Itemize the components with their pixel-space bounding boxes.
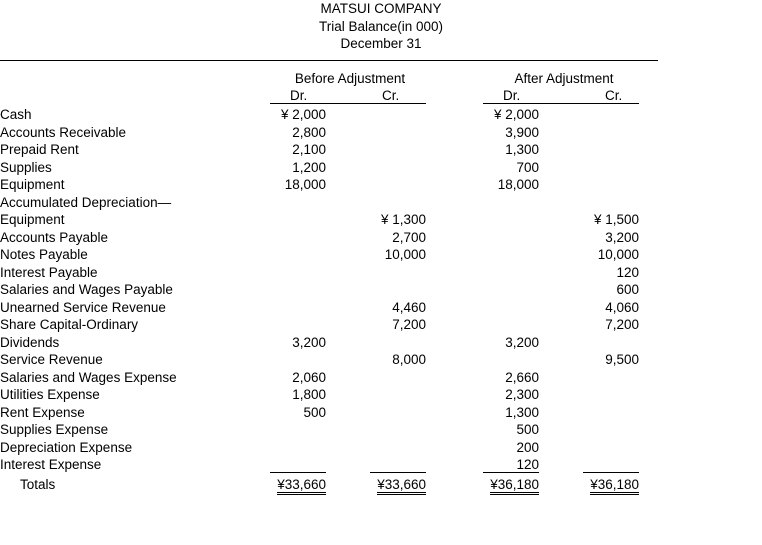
amount-before-dr <box>236 264 326 282</box>
table-row <box>0 456 762 474</box>
amount-before-cr <box>336 456 426 474</box>
amount-before-dr: ¥ 2,000 <box>280 107 326 122</box>
amount-after-dr: 2,300 <box>505 387 539 402</box>
account-name: Depreciation Expense <box>0 439 133 455</box>
amount-after-dr <box>449 264 539 282</box>
amount-after-cr <box>549 106 639 124</box>
amount-before-dr: 2,100 <box>292 142 326 157</box>
account-name: Rent Expense <box>0 404 85 420</box>
account-name: Accumulated Depreciation— <box>0 194 172 210</box>
amount-after-cr <box>549 194 639 212</box>
amount-after-dr: 1,300 <box>505 142 539 157</box>
after-adjustment-heading: After Adjustment <box>514 71 614 86</box>
amount-before-cr: ¥ 1,300 <box>380 212 426 227</box>
amount-after-cr <box>549 159 639 177</box>
amount-before-dr: 1,200 <box>292 159 326 175</box>
account-name: Interest Payable <box>0 264 98 280</box>
amount-before-cr: 10,000 <box>384 247 426 262</box>
table-row <box>0 316 762 334</box>
amount-before-cr <box>336 264 426 282</box>
totals-row <box>0 476 762 494</box>
table-row <box>0 351 762 369</box>
amount-after-dr <box>449 281 539 299</box>
table-row <box>0 141 762 159</box>
table-row <box>0 369 762 387</box>
amount-after-cr: 4,060 <box>605 299 639 315</box>
amount-after-cr <box>549 124 639 142</box>
after-dr-label: Dr. <box>503 88 521 103</box>
account-name: Notes Payable <box>0 247 88 262</box>
amount-before-dr <box>236 456 326 474</box>
account-name: Dividends <box>0 334 60 350</box>
amount-after-cr <box>549 421 639 439</box>
table-row <box>0 124 762 142</box>
amount-after-dr: 2,660 <box>505 369 539 385</box>
amount-before-dr: 1,800 <box>292 387 326 402</box>
table-row <box>0 299 762 317</box>
amount-after-cr <box>549 141 639 159</box>
amount-after-cr <box>549 456 639 474</box>
account-name: Equipment <box>0 212 65 227</box>
amount-before-dr <box>236 316 326 334</box>
amount-before-dr <box>236 421 326 439</box>
amount-after-cr: 10,000 <box>597 247 639 262</box>
table-row <box>0 159 762 177</box>
amount-after-dr: ¥ 2,000 <box>493 107 539 122</box>
account-name: Interest Expense <box>0 457 102 472</box>
amount-after-cr <box>549 404 639 422</box>
before-subheader <box>270 89 426 104</box>
amount-after-cr: 600 <box>616 282 639 297</box>
amount-after-dr: 3,900 <box>505 124 539 140</box>
table-row <box>0 334 762 352</box>
amount-before-dr: 2,060 <box>292 369 326 385</box>
amount-after-cr <box>549 334 639 352</box>
amount-before-cr: 7,200 <box>392 317 426 332</box>
account-name: Cash <box>0 107 32 122</box>
amount-before-cr <box>336 386 426 404</box>
amount-after-dr: 700 <box>516 159 539 175</box>
subtotal-rule-before-cr <box>370 472 426 473</box>
table-row <box>0 229 762 247</box>
table-row <box>0 246 762 264</box>
amount-after-dr: 1,300 <box>505 404 539 420</box>
subtotal-rule-after-cr <box>583 472 639 473</box>
amount-before-cr <box>336 106 426 124</box>
amount-after-dr <box>449 211 539 229</box>
amount-before-cr <box>336 194 426 212</box>
account-name: Salaries and Wages Payable <box>0 282 173 297</box>
amount-before-cr <box>336 159 426 177</box>
account-name: Service Revenue <box>0 352 103 367</box>
account-name: Accounts Payable <box>0 229 109 245</box>
table-row <box>0 264 762 282</box>
table-row <box>0 404 762 422</box>
amount-before-cr: 8,000 <box>392 352 426 367</box>
amount-before-cr <box>336 439 426 457</box>
table-row <box>0 194 762 212</box>
amount-before-dr <box>236 246 326 264</box>
total-after-cr: ¥36,180 <box>549 476 639 494</box>
amount-before-cr <box>336 281 426 299</box>
report-title: Trial Balance(in 000) <box>318 18 444 34</box>
header-rule <box>0 60 658 61</box>
amount-before-cr <box>336 176 426 194</box>
amount-before-cr <box>336 124 426 142</box>
table-row <box>0 439 762 457</box>
before-dr-label: Dr. <box>290 88 308 103</box>
table-row <box>0 176 762 194</box>
amount-before-cr <box>336 141 426 159</box>
after-subheader <box>483 89 639 104</box>
account-name: Share Capital-Ordinary <box>0 317 139 332</box>
amount-after-cr: 7,200 <box>605 317 639 332</box>
amount-after-dr <box>449 351 539 369</box>
amount-before-cr <box>336 421 426 439</box>
amount-after-cr: 3,200 <box>605 229 639 245</box>
amount-after-dr: 500 <box>516 422 539 437</box>
amount-after-dr <box>449 299 539 317</box>
subtotal-rule-after-dr <box>483 472 539 473</box>
account-name: Prepaid Rent <box>0 142 79 157</box>
total-after-dr: ¥36,180 <box>449 476 539 494</box>
table-row <box>0 386 762 404</box>
before-adjustment-heading: Before Adjustment <box>294 71 406 86</box>
amount-before-dr <box>236 194 326 212</box>
amount-after-dr: 3,200 <box>505 334 539 350</box>
amount-after-cr <box>549 176 639 194</box>
amount-after-dr <box>449 316 539 334</box>
amount-before-dr: 500 <box>303 404 326 420</box>
table-row <box>0 421 762 439</box>
account-name: Supplies Expense <box>0 422 109 437</box>
account-name: Equipment <box>0 177 65 192</box>
table-row <box>0 106 762 124</box>
amount-before-dr <box>236 351 326 369</box>
amount-before-dr: 3,200 <box>292 334 326 350</box>
amount-after-cr <box>549 386 639 404</box>
amount-after-dr: 18,000 <box>497 177 539 192</box>
amount-before-cr: 4,460 <box>392 299 426 315</box>
account-name: Unearned Service Revenue <box>0 299 166 315</box>
amount-before-dr <box>236 281 326 299</box>
amount-before-cr <box>336 369 426 387</box>
amount-after-cr: 9,500 <box>605 352 639 367</box>
account-name: Utilities Expense <box>0 387 100 402</box>
table-row <box>0 281 762 299</box>
amount-after-cr <box>549 369 639 387</box>
amount-before-dr <box>236 299 326 317</box>
amount-after-dr <box>449 194 539 212</box>
amount-after-dr: 200 <box>516 439 539 455</box>
after-cr-label: Cr. <box>605 88 623 103</box>
amount-before-cr <box>336 404 426 422</box>
company-name: MATSUI COMPANY <box>320 1 442 16</box>
amount-before-cr: 2,700 <box>392 229 426 245</box>
amount-after-cr: ¥ 1,500 <box>593 212 639 227</box>
totals-label: Totals <box>20 477 56 492</box>
account-name: Salaries and Wages Expense <box>0 369 177 385</box>
account-name: Accounts Receivable <box>0 124 127 140</box>
amount-after-cr: 120 <box>616 264 639 280</box>
total-before-cr: ¥33,660 <box>336 476 426 494</box>
amount-before-cr <box>336 334 426 352</box>
amount-after-dr <box>449 246 539 264</box>
amount-before-dr <box>236 229 326 247</box>
report-date: December 31 <box>340 36 422 51</box>
amount-after-dr: 120 <box>516 457 539 472</box>
amount-after-cr <box>549 439 639 457</box>
before-cr-label: Cr. <box>382 88 400 103</box>
subtotal-rule-before-dr <box>270 472 326 473</box>
amount-before-dr: 2,800 <box>292 124 326 140</box>
account-name: Supplies <box>0 159 52 175</box>
total-before-dr: ¥33,660 <box>236 476 326 494</box>
amount-before-dr <box>236 211 326 229</box>
amount-after-dr <box>449 229 539 247</box>
amount-before-dr: 18,000 <box>284 177 326 192</box>
table-row <box>0 211 762 229</box>
amount-before-dr <box>236 439 326 457</box>
